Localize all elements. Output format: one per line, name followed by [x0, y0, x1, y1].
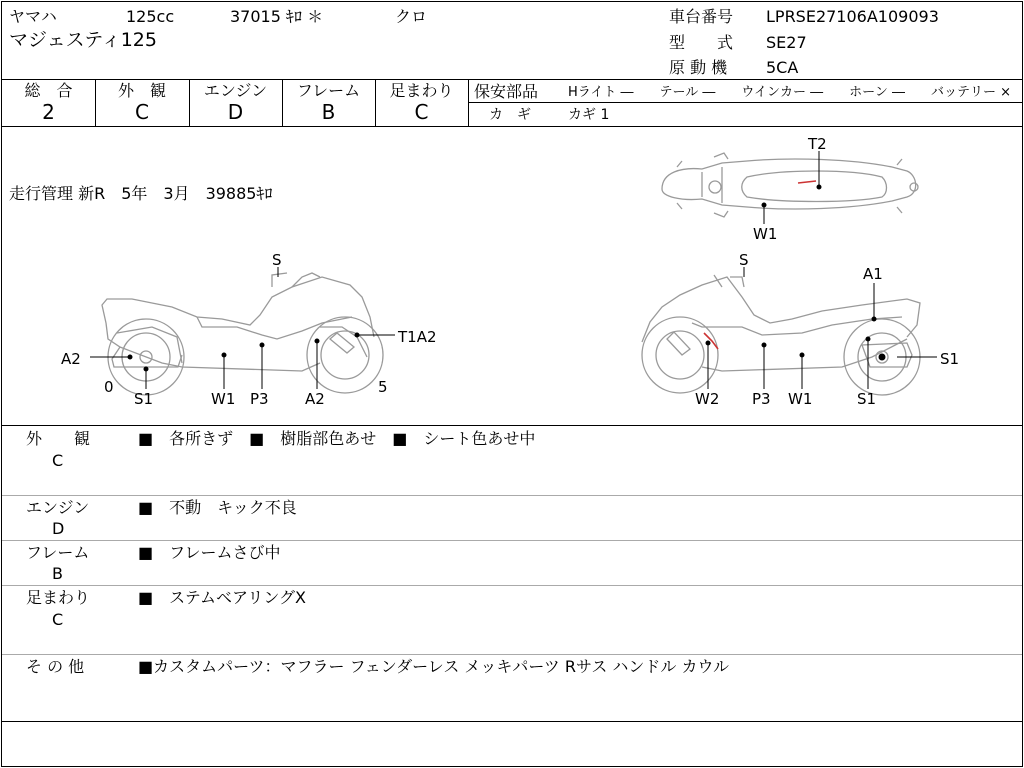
grade-value-exterior: C	[135, 100, 149, 124]
remark-grade-frame: B	[52, 564, 63, 583]
body-color: クロ	[395, 7, 428, 26]
safety-parts-items: Hライト ― テール ― ウインカー ― ホーン ― バッテリー ×	[568, 85, 1012, 100]
label-p3-right: P3	[752, 390, 771, 408]
remark-grade-suspension: C	[52, 610, 64, 629]
mileage-management: 走行管理 新R 5年 3月 39885ｷﾛ	[9, 184, 273, 203]
label-s-left: S	[272, 251, 282, 269]
remark-text-exterior: ■ 各所きず ■ 樹脂部色あせ ■ シート色あせ中	[138, 429, 536, 448]
grade-value-frame: B	[321, 100, 336, 124]
scooter-right-view	[642, 275, 920, 395]
safety-divider	[468, 102, 1022, 103]
remark-label-other: そ の 他	[26, 657, 85, 676]
label-w1-right: W1	[788, 390, 813, 408]
model-name: マジェスティ125	[9, 29, 157, 51]
label-s1-bottom: S1	[857, 390, 877, 408]
label-t1a2: T1A2	[398, 328, 437, 346]
label-w2: W2	[695, 390, 720, 408]
inspection-sheet	[1, 1, 1023, 767]
remark-text-other: ■カスタムパーツ：マフラー フェンダーレス メッキパーツ Rサス ハンドル カウル	[138, 657, 730, 676]
grade-label-suspension: 足まわり	[389, 81, 454, 100]
label-s1-left: S1	[134, 390, 154, 408]
remark-text-engine: ■ 不動 キック不良	[138, 498, 297, 517]
scooter-left-view	[102, 273, 383, 395]
safety-parts-title: 保安部品	[474, 82, 539, 101]
grade-label-engine: エンジン	[203, 81, 268, 100]
remark-label-exterior: 外 観	[26, 429, 91, 448]
row-divider	[2, 495, 1022, 496]
damage-mark	[798, 181, 816, 183]
header-divider	[2, 79, 1022, 80]
label-zero: 0	[104, 378, 114, 396]
row-divider	[2, 585, 1022, 586]
remark-label-suspension: 足まわり	[26, 588, 91, 607]
label-s1-right: S1	[940, 350, 960, 368]
remark-grade-exterior: C	[52, 451, 64, 470]
mileage: 37015 ｷﾛ ＊	[230, 7, 324, 26]
engine-code-label: 原 動 機	[669, 58, 728, 77]
key-value: カギ 1	[568, 107, 610, 123]
label-s-right: S	[739, 251, 749, 269]
grade-value-suspension: C	[414, 100, 429, 124]
remarks-divider	[2, 425, 1022, 426]
remark-grade-engine: D	[52, 519, 65, 538]
key-label: カ ギ	[489, 107, 531, 123]
row-divider	[2, 540, 1022, 541]
label-five: 5	[378, 378, 388, 396]
displacement: 125cc	[126, 7, 175, 26]
grade-label-frame: フレーム	[296, 81, 361, 100]
label-p3-left: P3	[250, 390, 269, 408]
label-w1-top: W1	[753, 225, 778, 243]
scooter-top-view	[662, 153, 918, 217]
engine-code: 5CA	[766, 58, 799, 77]
label-w1-left: W1	[211, 390, 236, 408]
damage-diagram	[2, 127, 1022, 425]
remark-label-engine: エンジン	[26, 498, 90, 517]
footer-divider	[2, 721, 1022, 722]
remark-text-frame: ■ フレームさび中	[138, 543, 281, 562]
grade-label-exterior: 外 観	[117, 81, 166, 100]
remark-text-suspension: ■ ステムベアリングX	[138, 588, 306, 607]
label-t2: T2	[808, 135, 827, 153]
grade-label-overall: 総 合	[24, 81, 73, 100]
label-a2-bottom: A2	[305, 390, 325, 408]
model-type: SE27	[766, 33, 807, 52]
frame-number: LPRSE27106A109093	[766, 7, 939, 26]
model-type-label: 型 式	[669, 33, 734, 52]
remark-label-frame: フレーム	[26, 543, 90, 562]
row-divider	[2, 654, 1022, 655]
label-a2-left: A2	[61, 350, 81, 368]
frame-number-label: 車台番号	[669, 7, 734, 26]
label-a1: A1	[863, 265, 883, 283]
grade-value-overall: 2	[42, 100, 55, 124]
grade-value-engine: D	[227, 100, 244, 124]
maker: ヤマハ	[9, 7, 57, 26]
